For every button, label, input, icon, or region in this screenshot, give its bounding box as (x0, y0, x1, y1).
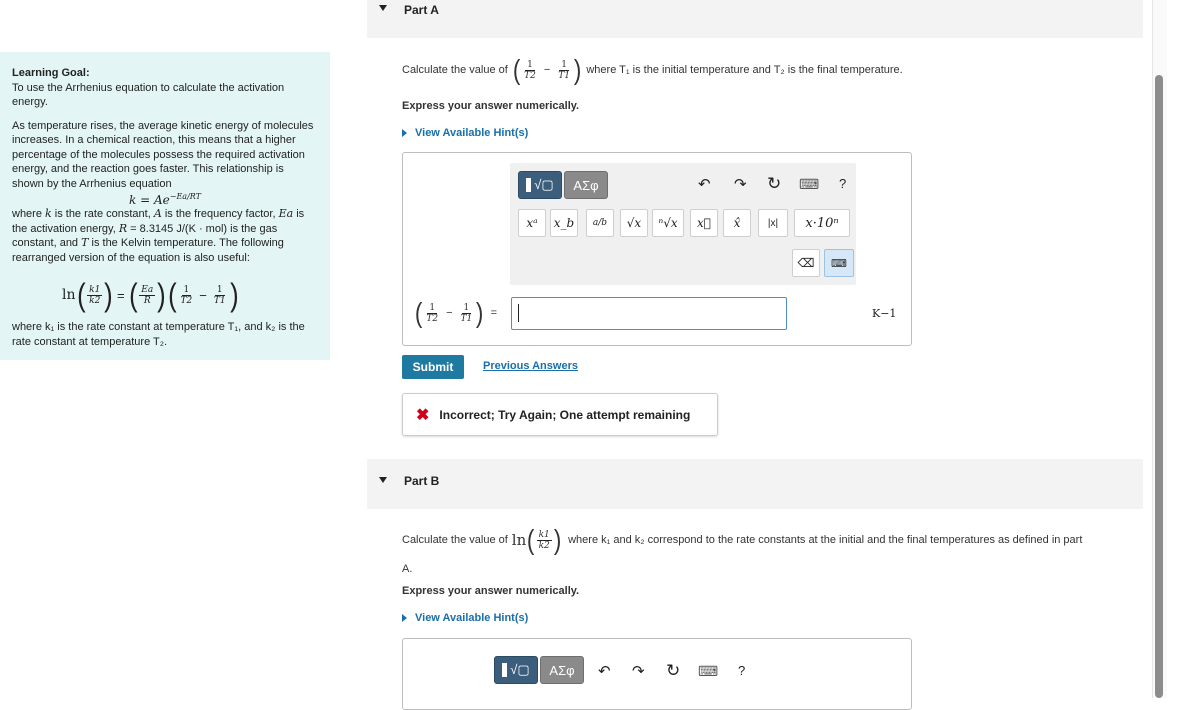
fraction-label: a/b (592, 218, 608, 228)
help-icon[interactable]: ? (839, 176, 847, 191)
sqrt-label: √x (626, 216, 642, 230)
eq-Ea: Ea (141, 284, 154, 295)
part-b-label[interactable]: Part B (404, 474, 440, 488)
part-b-question-suffix: where k₁ and k₂ correspond to the rate constants at the initial and the final temperatures as defined in part (568, 534, 1083, 546)
reset-icon[interactable]: ↻ (767, 174, 782, 193)
part-b-question-cont: A. (402, 563, 413, 575)
eq-minus: − (199, 287, 207, 303)
part-b-question-prefix: Calculate the value of (402, 534, 508, 546)
help-icon-b[interactable]: ? (738, 663, 746, 678)
def-var-k: k (45, 207, 52, 220)
part-b-header[interactable] (367, 459, 1143, 509)
a-one-a: 1 (429, 302, 436, 313)
def-var-A: A (153, 207, 162, 220)
submit-label: Submit (412, 360, 454, 374)
eq-one-a: 1 (183, 284, 190, 295)
b-k1: k1 (538, 529, 550, 540)
templates-icon: √▢ (534, 177, 554, 192)
nth-root-button[interactable] (652, 209, 684, 237)
feedback-message (402, 393, 718, 436)
keyboard-shortcuts-icon-b[interactable]: ⌨ (698, 663, 719, 679)
eq-one-over-t2 (179, 285, 195, 306)
eq-k-ratio (87, 285, 102, 306)
eq-one-b: 1 (216, 284, 223, 295)
templates-button[interactable] (518, 171, 562, 199)
submit-button[interactable] (402, 355, 464, 379)
part-a-label[interactable]: Part A (404, 3, 439, 17)
vector-label: x⃗ (697, 216, 711, 230)
absolute-value-label: |x| (767, 217, 779, 229)
paren-open: ( (76, 277, 86, 313)
fraction-button[interactable] (586, 209, 614, 237)
greek-symbols-button[interactable] (564, 171, 608, 199)
math-toolbar-b (486, 648, 758, 698)
reset-icon-b[interactable]: ↻ (666, 661, 681, 680)
unit-vector-label: x̂ (733, 216, 741, 230)
goal-title: Learning Goal: (12, 67, 90, 79)
arrhenius-eq-base: k = Ae (129, 193, 170, 207)
scrollbar-thumb[interactable] (1155, 75, 1163, 698)
hint-caret-icon (402, 129, 407, 137)
scientific-notation-button[interactable] (794, 209, 850, 237)
q-minus: − (543, 64, 551, 76)
part-a-hint-text[interactable]: View Available Hint(s) (415, 127, 529, 139)
def-text-1: where (12, 208, 46, 220)
a-T2: T2 (426, 313, 439, 324)
part-b-hint-text[interactable]: View Available Hint(s) (415, 612, 529, 624)
redo-icon-b[interactable]: ↷ (632, 663, 645, 680)
superscript-button[interactable] (518, 209, 546, 237)
eq-R: R (143, 295, 151, 306)
def-text-4: is the activation energy, (12, 208, 305, 235)
paren-open-2: ( (128, 277, 138, 313)
part-b-instruction: Express your answer numerically. (402, 585, 580, 597)
a-one-over-t2 (424, 303, 440, 324)
q-paren-close: ) (573, 54, 582, 85)
a-T1: T1 (460, 313, 473, 324)
vector-button[interactable] (690, 209, 718, 237)
keyboard-toggle-icon: ⌨ (831, 257, 847, 270)
answer-units: K−1 (872, 307, 897, 320)
eq-k1: k1 (89, 284, 101, 295)
intro-paragraph: As temperature rises, the average kinetic energy of molecules increases. In a chemical reaction, this means that a higher percentage of the molecules possess the required activation energy, and the reaction goes faster. This relationship is shown by the Arrhenius equation (12, 119, 314, 190)
greek-label: ΑΣφ (573, 177, 599, 193)
b-paren-close: ) (553, 524, 562, 555)
templates-icon-b: √▢ (510, 662, 530, 677)
b-k2: k2 (538, 540, 550, 551)
def-text-3: is the frequency factor, (161, 208, 279, 220)
paren-close-2: ) (157, 277, 166, 313)
incorrect-icon: ✖ (416, 406, 430, 424)
q-paren-open: ( (512, 54, 521, 85)
a-paren-close: ) (476, 297, 484, 328)
paren-open-3: ( (167, 277, 177, 313)
q-one-over-t1 (556, 60, 572, 81)
b-paren-open: ( (527, 524, 535, 555)
a-one-b: 1 (463, 302, 470, 313)
scientific-notation-label: x·10ⁿ (805, 215, 839, 231)
goal-text: To use the Arrhenius equation to calculate the activation energy. (12, 81, 285, 108)
unit-vector-button[interactable] (723, 209, 751, 237)
q-T2: T2 (524, 70, 536, 81)
eq-T1: T1 (213, 295, 226, 306)
undo-icon[interactable]: ↶ (698, 176, 711, 193)
q-one-over-t2 (522, 60, 538, 81)
templates-button-b[interactable] (494, 656, 538, 684)
sqrt-button[interactable] (620, 209, 648, 237)
part-b-question (402, 521, 1082, 559)
part-b-collapse-icon[interactable] (379, 477, 387, 483)
nth-root-label: ⁿ√x (658, 216, 678, 230)
q-one-a: 1 (527, 59, 533, 70)
def-var-T: T (81, 236, 89, 249)
part-a-question-prefix: Calculate the value of (402, 64, 508, 76)
eq-one-over-t1 (212, 285, 228, 306)
def-text-6: is the Kelvin temperature. The following rearranged version of the equation is also useful: (12, 237, 284, 264)
text-cursor (518, 304, 519, 322)
subscript-label: x_b (553, 216, 575, 230)
paren-close-3: ) (229, 277, 239, 313)
hint-caret-icon-b (402, 614, 407, 622)
def-var-Ea: Ea (278, 207, 294, 220)
part-a-answer-input[interactable] (511, 297, 787, 330)
a-one-over-t1 (459, 303, 475, 324)
part-a-question-suffix: where T₁ is the initial temperature and T₂ is the final temperature. (586, 64, 903, 76)
part-a-question (402, 52, 903, 88)
arrhenius-equation (12, 190, 318, 207)
q-one-b: 1 (561, 59, 568, 70)
feedback-text: Incorrect; Try Again; One attempt remaining (439, 407, 691, 422)
def-var-R: R (118, 221, 128, 235)
absolute-value-button[interactable] (758, 209, 788, 237)
rearranged-equation (62, 279, 239, 311)
answer-lhs (414, 296, 497, 330)
undo-icon-b[interactable]: ↶ (598, 663, 611, 680)
redo-icon[interactable]: ↷ (734, 176, 747, 193)
previous-answers-link[interactable]: Previous Answers (483, 360, 578, 372)
eq-equals: = (117, 287, 125, 303)
part-a-collapse-icon[interactable] (379, 5, 387, 11)
part-b-hint-link[interactable] (402, 612, 528, 624)
backspace-button[interactable] (792, 249, 820, 277)
eq-k2: k2 (89, 295, 101, 306)
paren-close: ) (104, 277, 113, 313)
arrhenius-eq-exponent: −Ea/RT (169, 192, 201, 201)
a-paren-open: ( (414, 297, 423, 328)
eq-T2: T2 (180, 295, 193, 306)
b-k-ratio (537, 530, 552, 551)
keyboard-shortcuts-icon[interactable]: ⌨ (799, 176, 820, 192)
a-minus: − (446, 307, 453, 319)
eq-ln: ln (62, 287, 76, 303)
definitions-paragraph (12, 207, 318, 265)
part-a-instruction: Express your answer numerically. (402, 100, 580, 112)
learning-goal-panel (0, 52, 330, 360)
backspace-icon: ⌫ (797, 256, 815, 270)
part-a-header[interactable] (367, 0, 1143, 38)
math-toolbar (510, 163, 856, 285)
greek-label-b: ΑΣφ (549, 662, 575, 678)
greek-symbols-button-b[interactable] (540, 656, 584, 684)
def-text-5: = 8.3145 J/(K · mol) is the gas constant, and (12, 222, 278, 249)
rate-constants-paragraph: where k₁ is the rate constant at temperature T₁, and k₂ is the rate constant at temperature T₂. (12, 321, 305, 348)
eq-ea-over-r (139, 285, 155, 306)
superscript-label: xᵃ (526, 216, 538, 230)
keyboard-toggle-button[interactable] (824, 249, 854, 277)
a-equals: = (490, 307, 497, 319)
part-a-hint-link[interactable] (402, 127, 528, 139)
def-text-2: is the rate constant, (51, 208, 154, 220)
b-ln: ln (511, 531, 527, 549)
subscript-button[interactable] (550, 209, 578, 237)
q-T1: T1 (558, 70, 571, 81)
